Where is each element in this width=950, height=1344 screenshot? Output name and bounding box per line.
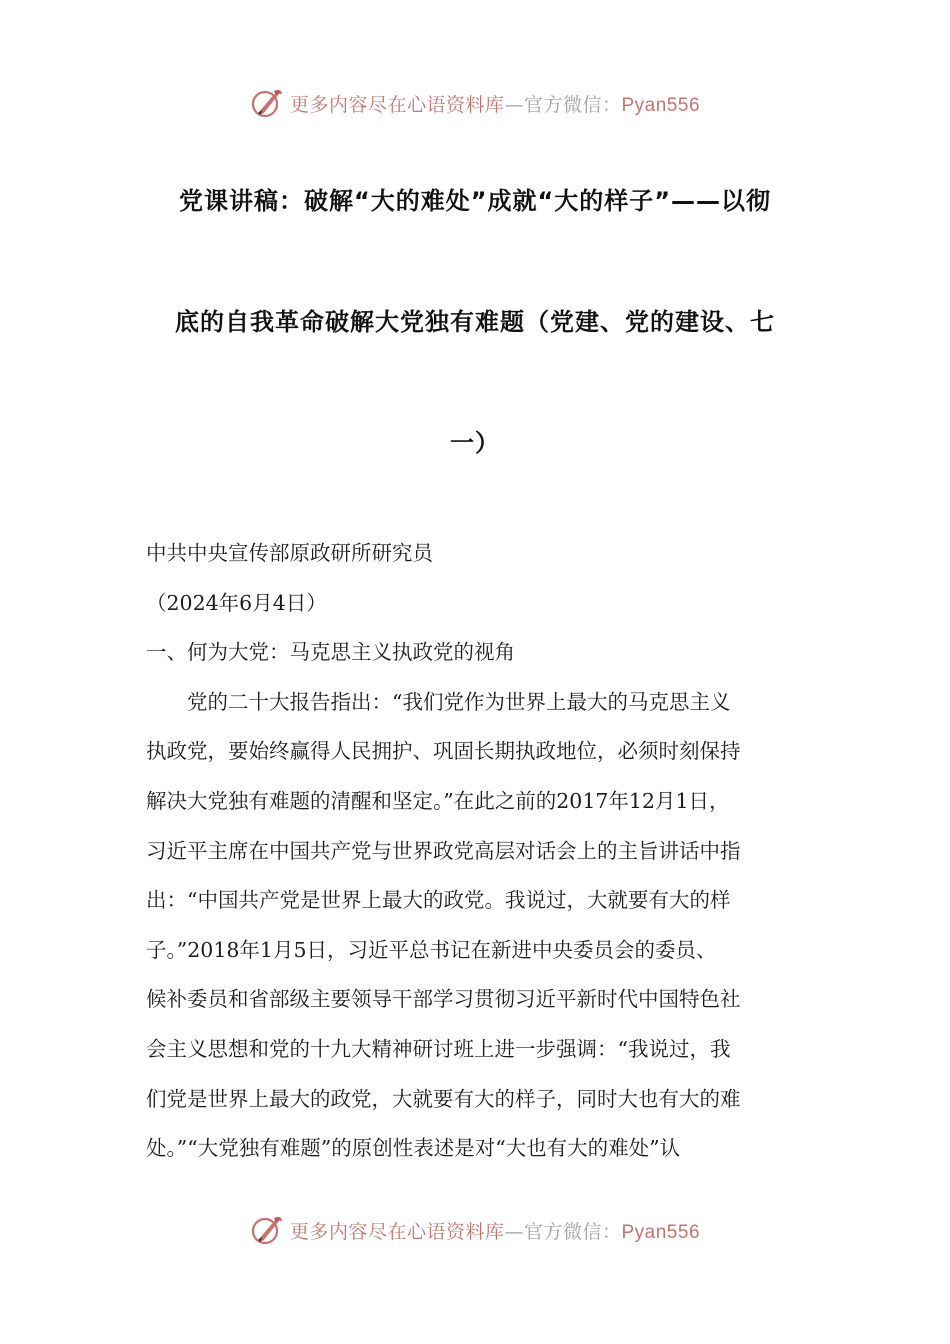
paragraph-line: 子。”2018年1月5日，习近平总书记在新进中央委员会的委员、 bbox=[146, 937, 717, 962]
paragraph-line: 出：“中国共产党是世界上最大的政党。我说过，大就要有大的样 bbox=[146, 888, 731, 913]
document-title-line-1: 党课讲稿：破解“大的难处”成就“大的样子”——以彻 bbox=[178, 187, 772, 215]
document-title-line-2: 底的自我革命破解大党独有难题（党建、党的建设、七 bbox=[175, 308, 775, 336]
watermark-text bbox=[290, 90, 700, 117]
paragraph-line: 习近平主席在中国共产党与世界政党高层对话会上的主旨讲话中指 bbox=[146, 838, 741, 863]
watermark-main: 更多内容尽在心语资料库 bbox=[289, 1220, 505, 1243]
watermark-banner-bottom bbox=[0, 1210, 950, 1250]
paragraph-line: 解决大党独有难题的清醒和坚定。”在此之前的2017年12月1日， bbox=[146, 788, 730, 813]
document-body bbox=[146, 529, 806, 1174]
paragraph-line: 处。”“大党独有难题”的原创性表述是对“大也有大的难处”认 bbox=[146, 1136, 681, 1161]
paragraph-line: 们党是世界上最大的政党，大就要有大的样子，同时大也有大的难 bbox=[146, 1086, 741, 1111]
paragraph-line: 候补委员和省部级主要领导干部学习贯彻习近平新时代中国特色社 bbox=[146, 987, 741, 1012]
author-line: 中共中央宣传部原政研所研究员 bbox=[146, 541, 433, 565]
watermark-separator: — bbox=[504, 1220, 524, 1243]
paragraph-line: 会主义思想和党的十九大精神研讨班上进一步强调：“我说过，我 bbox=[146, 1036, 731, 1061]
watermark-wechat-id: Pyan556 bbox=[621, 94, 701, 116]
watermark-separator: — bbox=[504, 93, 524, 116]
watermark-sub: 官方微信： bbox=[523, 93, 622, 116]
date-line: （2024年6月4日） bbox=[146, 590, 327, 615]
watermark-main: 更多内容尽在心语资料库 bbox=[289, 93, 505, 116]
watermark-text bbox=[290, 1217, 700, 1244]
section-heading: 一、何为大党：马克思主义执政党的视角 bbox=[146, 640, 515, 665]
watermark-sub: 官方微信： bbox=[523, 1220, 622, 1243]
paragraph-line: 党的二十大报告指出：“我们党作为世界上最大的马克思主义 bbox=[187, 689, 731, 714]
watermark-banner-top bbox=[0, 83, 950, 123]
paragraph-line: 执政党，要始终赢得人民拥护、巩固长期执政地位，必须时刻保持 bbox=[146, 739, 741, 764]
quill-pen-logo-icon bbox=[250, 1213, 284, 1247]
watermark-wechat-id: Pyan556 bbox=[621, 1221, 701, 1243]
document-title-line-3: 一） bbox=[450, 429, 500, 457]
quill-pen-logo-icon bbox=[250, 86, 284, 120]
